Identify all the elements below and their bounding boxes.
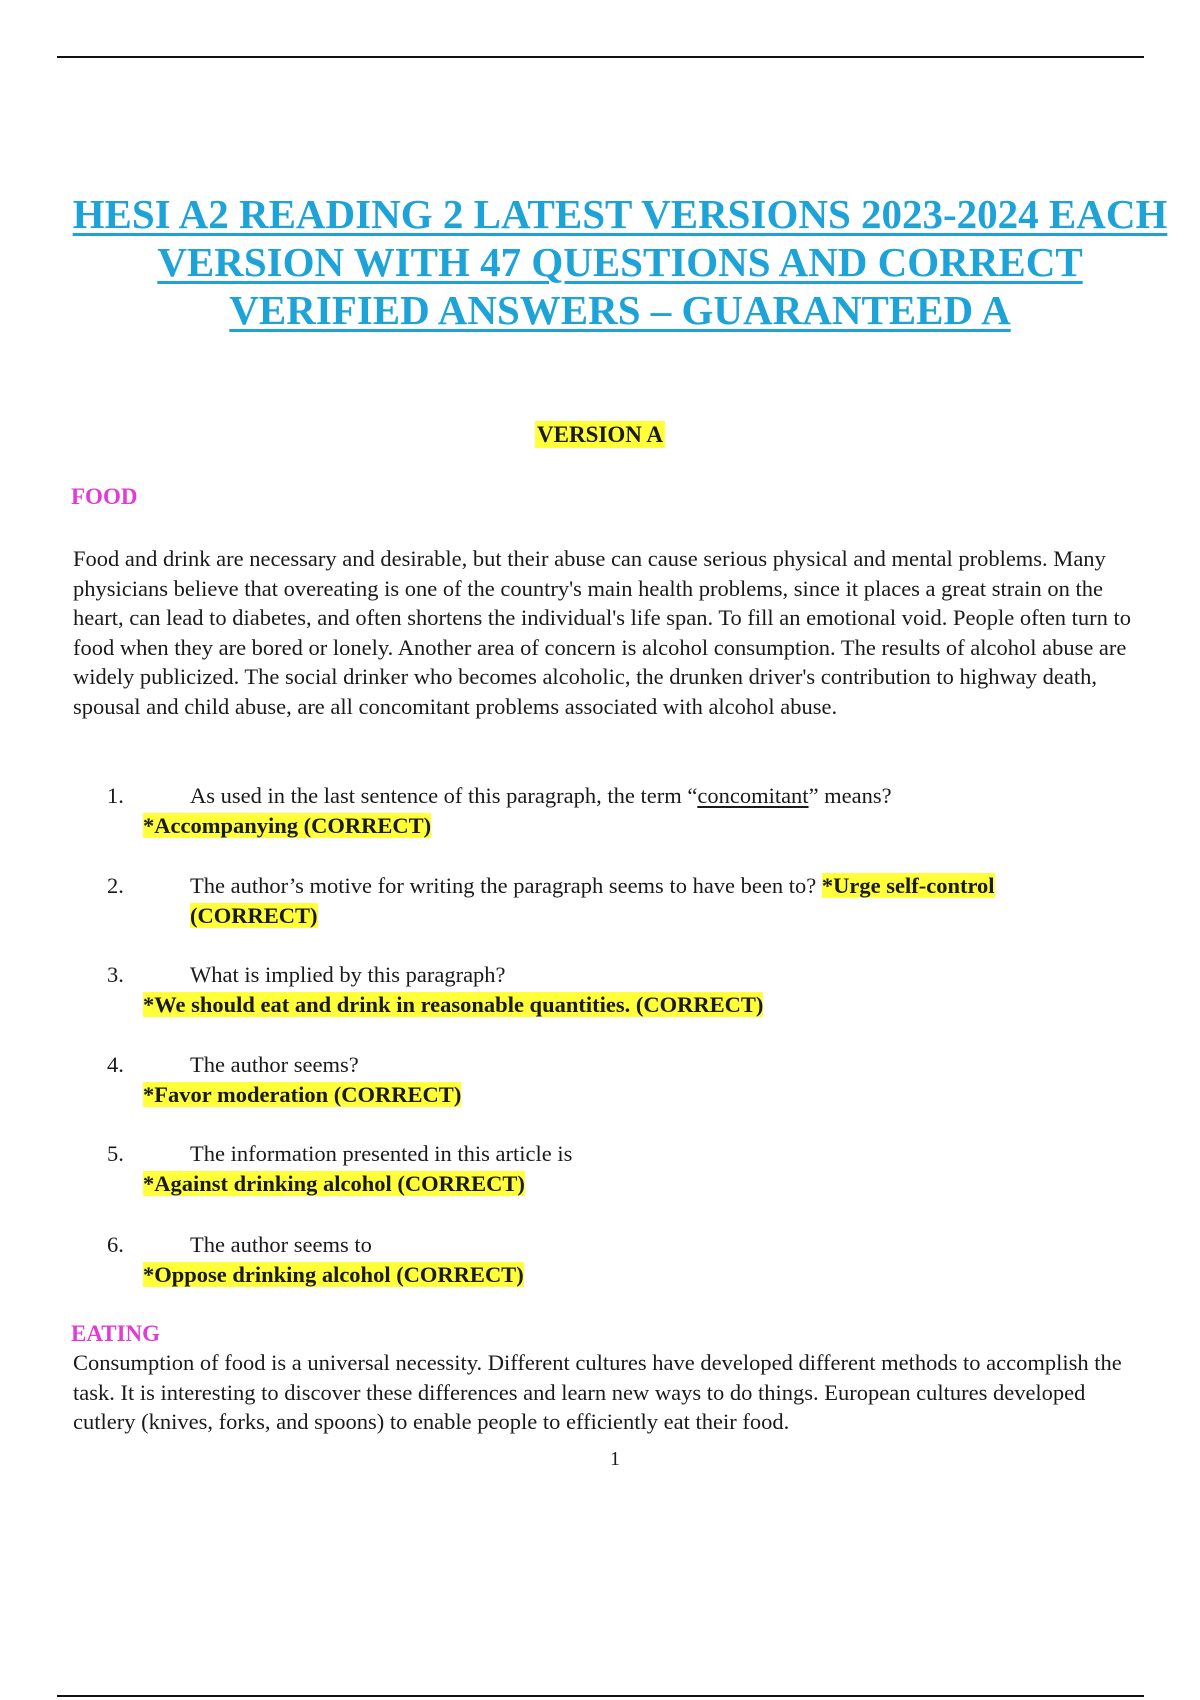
- question-6: [107, 1230, 1107, 1290]
- top-rule: [57, 56, 1144, 58]
- answer: *Favor moderation (CORRECT): [143, 1081, 462, 1107]
- question-3: [107, 960, 1107, 1020]
- question-text: As used in the last sentence of this paragraph, the term “concomitant” means?: [190, 783, 892, 808]
- question-text: What is implied by this paragraph?: [190, 962, 506, 987]
- bottom-rule: [57, 1695, 1144, 1697]
- answer: *Urge self-control: [821, 873, 995, 898]
- answer: *Oppose drinking alcohol (CORRECT): [143, 1261, 524, 1287]
- page-number: 1: [610, 1448, 620, 1470]
- question-text: The information presented in this article is: [190, 1141, 573, 1166]
- question-text: The author seems to: [190, 1232, 372, 1257]
- question-number: 4.: [107, 1052, 124, 1077]
- question-1: [107, 781, 1107, 841]
- food-paragraph: Food and drink are necessary and desirable, but their abuse can cause serious physical and mental problems. Many physicians believe that overeating is one of the country's main health problems, since it places a great strain on the heart, can lead to diabetes, and often shortens the individual's life span. To fill an emotional void. People often turn to food when they are bored or lonely. Another area of concern is alcohol consumption. The results of alcohol abuse are widely publicized. The social drinker who becomes alcoholic, the drunken driver's contribution to highway death, spousal and child abuse, are all concomitant problems associated with alcohol abuse.: [73, 546, 1132, 719]
- answer: *Accompanying (CORRECT): [143, 812, 432, 838]
- question-text: The author’s motive for writing the paragraph seems to have been to? *Urge self-control: [190, 873, 995, 898]
- answer: *Against drinking alcohol (CORRECT): [143, 1170, 525, 1196]
- question-number: 3.: [107, 962, 124, 987]
- document-title: HESI A2 READING 2 LATEST VERSIONS 2023-2024 EACH VERSION WITH 47 QUESTIONS AND CORRECT VERIFIED ANSWERS – GUARANTEED A: [72, 191, 1168, 333]
- section-heading-food: FOOD: [71, 484, 138, 509]
- question-4: [107, 1050, 1107, 1110]
- version-label: VERSION A: [537, 422, 663, 447]
- question-5: [107, 1139, 1107, 1199]
- answer-continued: (CORRECT): [190, 902, 318, 928]
- section-heading-eating: EATING: [71, 1321, 161, 1346]
- underlined-term: concomitant: [697, 783, 809, 808]
- answer: *We should eat and drink in reasonable quantities. (CORRECT): [143, 991, 764, 1017]
- question-text: The author seems?: [190, 1052, 359, 1077]
- question-number: 1.: [107, 783, 124, 808]
- question-number: 2.: [107, 873, 124, 898]
- question-number: 6.: [107, 1232, 124, 1257]
- eating-paragraph: Consumption of food is a universal necessity. Different cultures have developed different methods to accomplish the task. It is interesting to discover these differences and learn new ways to do things. European cultures developed cutlery (knives, forks, and spoons) to enable people to efficiently eat their food.: [73, 1350, 1122, 1434]
- question-number: 5.: [107, 1141, 124, 1166]
- question-2: [107, 871, 1107, 931]
